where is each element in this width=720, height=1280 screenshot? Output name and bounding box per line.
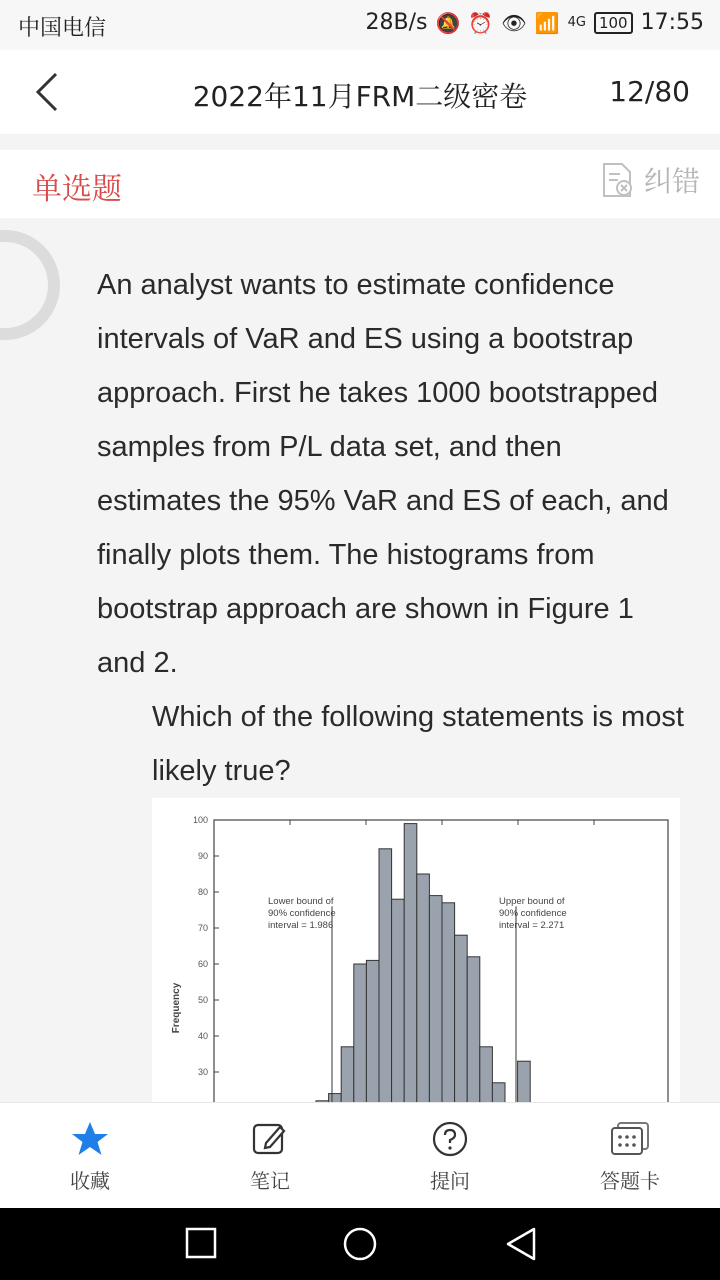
y-tick-label: 50: [197, 995, 208, 1005]
network-type: 4G: [567, 15, 586, 30]
histogram-bar: [354, 964, 367, 1102]
question-stem: An analyst wants to estimate confidence intervals of VaR and ES using a bootstrap approach. First he takes 1000 bootstrapped samples from P/L data set, and then estimates the 95% VaR and ES of each, and finally plots them. The histograms from bootstrap approach are shown in Figure 1 and 2.: [97, 269, 669, 679]
question-content: [0, 218, 720, 1102]
wifi-icon: 📶: [534, 10, 560, 35]
y-tick-label: 70: [197, 923, 208, 933]
recent-apps-button[interactable]: [184, 1226, 218, 1260]
confidence-bound-annotation: 90% confidence: [499, 908, 567, 919]
question-prompt: Which of the following statements is most likely true?: [152, 701, 684, 787]
histogram-bar: [329, 1094, 342, 1102]
report-error-label: 纠错: [643, 165, 700, 198]
histogram-figure: [152, 798, 680, 1102]
confidence-bound-annotation: interval = 1.986: [268, 920, 334, 931]
question-type-label: 单选题: [32, 172, 122, 207]
floating-ring-icon[interactable]: [0, 230, 60, 340]
back-nav-button[interactable]: [504, 1226, 538, 1262]
clock: 17:55: [640, 10, 704, 35]
mute-icon: 🔕: [435, 10, 461, 35]
answer-card-icon: [610, 1119, 650, 1159]
battery-icon: 100: [594, 12, 633, 34]
histogram-bar: [366, 960, 379, 1102]
y-tick-label: 90: [197, 851, 208, 861]
report-icon: [600, 162, 634, 198]
y-axis-label: Frequency: [171, 982, 182, 1034]
carrier-label: 中国电信: [18, 16, 107, 41]
favorite-button[interactable]: [0, 1103, 180, 1209]
y-tick-label: 60: [197, 959, 208, 969]
notes-label: 笔记: [250, 1169, 290, 1193]
status-bar: [0, 0, 720, 50]
y-tick-label: 100: [192, 815, 208, 825]
histogram-bar: [480, 1047, 493, 1102]
question-type-row: [0, 150, 720, 218]
confidence-bound-annotation: interval = 2.271: [499, 920, 565, 931]
histogram-chart: [152, 798, 680, 1102]
histogram-bar: [379, 849, 392, 1102]
favorite-label: 收藏: [70, 1169, 110, 1193]
histogram-bar: [518, 1061, 531, 1102]
app-header: [0, 50, 720, 134]
histogram-bar: [429, 896, 442, 1102]
ask-label: 提问: [430, 1169, 470, 1193]
question-icon: [430, 1119, 470, 1159]
page-title: 2022年11月FRM二级密卷: [192, 80, 528, 113]
histogram-bar: [455, 935, 468, 1102]
confidence-bound-annotation: Upper bound of: [499, 896, 565, 907]
eye-icon: 👁: [501, 10, 527, 35]
network-speed: 28B/s: [365, 10, 428, 35]
question-progress: 12/80: [609, 75, 690, 108]
confidence-bound-annotation: 90% confidence: [268, 908, 336, 919]
histogram-bar: [442, 903, 455, 1102]
home-button[interactable]: [342, 1226, 378, 1262]
star-icon: [70, 1119, 110, 1159]
confidence-bound-annotation: Lower bound of: [268, 896, 334, 907]
histogram-bar: [417, 874, 430, 1102]
notes-button[interactable]: [180, 1103, 360, 1209]
report-error-button[interactable]: [600, 160, 700, 200]
histogram-bar: [467, 957, 480, 1102]
ask-button[interactable]: [360, 1103, 540, 1209]
system-nav-bar: [0, 1208, 720, 1280]
y-tick-label: 40: [197, 1031, 208, 1041]
histogram-bar: [341, 1047, 354, 1102]
y-tick-label: 30: [197, 1067, 208, 1077]
y-tick-label: 80: [197, 887, 208, 897]
bottom-toolbar: [0, 1102, 720, 1209]
histogram-bar: [492, 1083, 505, 1102]
answer-card-label: 答题卡: [600, 1169, 660, 1193]
histogram-bar: [404, 824, 417, 1102]
edit-icon: [250, 1119, 290, 1159]
histogram-bar: [392, 899, 405, 1102]
answer-card-button[interactable]: [540, 1103, 720, 1209]
alarm-icon: ⏰: [468, 10, 494, 35]
status-icons: [366, 10, 704, 35]
